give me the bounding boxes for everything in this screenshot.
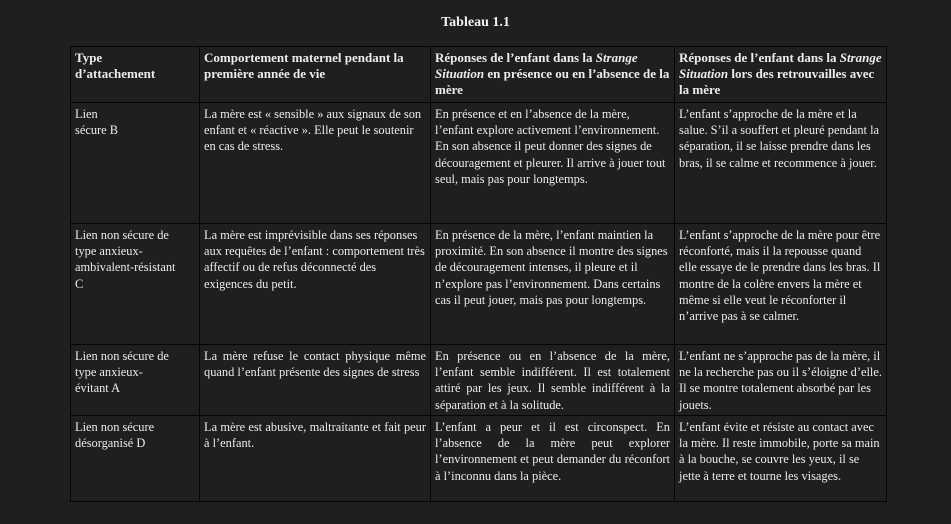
table-row [71, 416, 887, 502]
table-header-row [71, 47, 887, 103]
cell-child-response-reunion: L’enfant évite et résiste au contact avec la mère. Il reste immobile, porte sa main à la bouche, se couvre les yeux, il se jette à terre et tourne les visages. [675, 416, 887, 502]
header-maternal-behavior: Comportement maternel pendant la première année de vie [200, 47, 431, 103]
cell-attachment-type: Lien non sécure de type anxieux- évitant A [71, 345, 200, 416]
cell-maternal-behavior: La mère est imprévisible dans ses réponses aux requêtes de l’enfant : comportement très affectif ou de refus déconnecté des exigences du petit. [200, 224, 431, 345]
cell-child-response-presence: L’enfant a peur et il est circonspect. En l’absence de la mère peut explorer l’environnement et peut demander du réconfort à l’inconnu dans la pièce. [431, 416, 675, 502]
table-row [71, 345, 887, 416]
cell-attachment-type: Lien non sécure désorganisé D [71, 416, 200, 502]
cell-attachment-type: Lien non sécure de type anxieux- ambivalent-résistant C [71, 224, 200, 345]
header-attachment-type-line: d’attachement [75, 66, 156, 81]
cell-maternal-behavior: La mère refuse le contact physique même quand l’enfant présente des signes de stress [200, 345, 431, 416]
cell-child-response-presence: En présence ou en l’absence de la mère, l’enfant semble indifférent. Il est totalement attiré par les jeux. Il semble indifférent à la séparation et à la solitude. [431, 345, 675, 416]
header-attachment-type-line: Type [75, 50, 103, 65]
attachment-table [70, 46, 887, 502]
cell-child-response-presence: En présence de la mère, l’enfant maintien la proximité. En son absence il montre des signes de découragement intenses, il pleure et il n’explore pas l’environnement. Dans certains cas il peut jouer, mais pas pour longtemps. [431, 224, 675, 345]
table-caption: Tableau 1.1 [441, 15, 510, 30]
header-child-response-presence: Réponses de l’enfant dans la Strange Situation en présence ou en l’absence de la mère [431, 47, 675, 103]
header-attachment-type [71, 47, 200, 103]
table-row [71, 224, 887, 345]
cell-maternal-behavior: La mère est « sensible » aux signaux de son enfant et « réactive ». Elle peut le soutenir en cas de stress. [200, 103, 431, 224]
header-child-response-reunion: Réponses de l’enfant dans la Strange Situation lors des retrouvailles avec la mère [675, 47, 887, 103]
cell-child-response-reunion: L’enfant ne s’approche pas de la mère, il ne la recherche pas ou il s’éloigne d’elle. Il se montre totalement absorbé par les jouets. [675, 345, 887, 416]
cell-child-response-presence: En présence et en l’absence de la mère, l’enfant explore activement l’environnement. En son absence il peut donner des signes de découragement et pleurer. Il arrive à jouer tout seul, mais pas pour longtemps. [431, 103, 675, 224]
cell-child-response-reunion: L’enfant s’approche de la mère pour être réconforté, mais il la repousse quand elle essaye de le prendre dans les bras. Il montre de la colère envers la mère et même si elle veut le réconforter il n’arrive pas à se calmer. [675, 224, 887, 345]
cell-child-response-reunion: L’enfant s’approche de la mère et la salue. S’il a souffert et pleuré pendant la séparation, il se laisse prendre dans les bras, il se calme et recommence à jouer. [675, 103, 887, 224]
table-row [71, 103, 887, 224]
cell-attachment-type: Lien sécure B [71, 103, 200, 224]
cell-maternal-behavior: La mère est abusive, maltraitante et fait peur à l’enfant. [200, 416, 431, 502]
